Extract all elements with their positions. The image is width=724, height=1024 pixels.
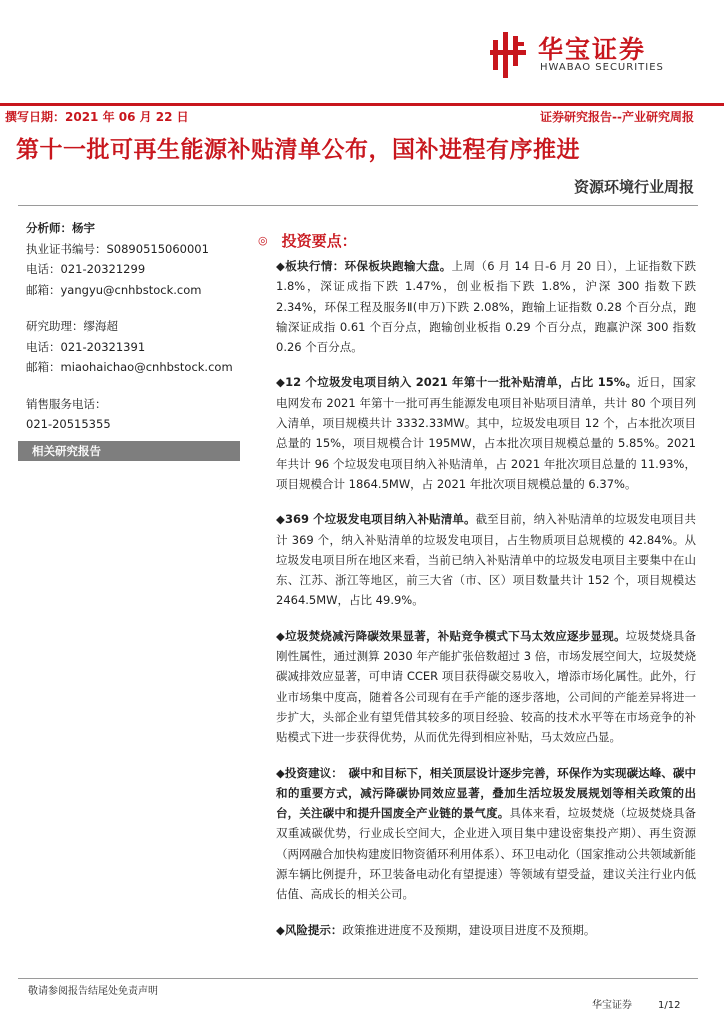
analyst-phone: 电话：021-20321299 <box>26 262 146 276</box>
assistant-name: 研究助理：缪海超 <box>26 319 118 333</box>
key-points-body <box>276 256 696 955</box>
key-points-heading <box>258 230 357 251</box>
logo-english-name: HWABAO SECURITIES <box>540 62 664 73</box>
point-incineration-lead: ◆垃圾焚烧减污降碳效果显著，补贴竞争模式下马太效应逐步显现。 <box>276 628 626 643</box>
assistant-email: 邮箱：miaohaichao@cnhbstock.com <box>26 360 233 374</box>
point-investment <box>276 763 696 905</box>
report-date: 撰写日期：2021 年 06 月 22 日 <box>5 110 189 124</box>
header-divider <box>0 103 724 106</box>
point-investment-body: 具体来看，垃圾焚烧（垃圾焚烧具备双重减碳优势，行业成长空间大，企业进入项目集中建设密集投产期）、再生资源（两网融合加快构建废旧物资循环利用体系）、环卫电动化（国家推动公共领域新能源车辆比例提升，环卫装备电动化有望提速）等领域有望受益，建议关注行业内低估值、高成长的相关公司。 <box>276 806 697 902</box>
report-subtitle: 资源环境行业周报 <box>573 178 694 196</box>
point-risk <box>276 920 696 940</box>
analyst-email: 邮箱：yangyu@cnhbstock.com <box>26 282 202 297</box>
target-icon: ◎ <box>258 234 268 247</box>
point-market-body: 上周（6 月 14 日-6 月 20 日），上证指数下跌 1.8%，深证成指下跌 1.47%，创业板指下跌 1.8%，沪深 300 指数下跌 2.34%，环保工程及服务Ⅱ(申万)下跌 2.08%，跑输上证指数 0.28 个百分点，跑输深证成指 0.61 个百分点，跑输创业板指 0.29 个百分点，跑赢沪深 300 指数 0.26 个百分点。 <box>276 259 697 355</box>
footer-company: 华宝证券 <box>592 1000 632 1011</box>
footer-disclaimer: 敬请参阅报告结尾处免责声明 <box>28 986 158 997</box>
point-investment-lead: ◆投资建议： 碳中和目标下，相关顶层设计逐步完善，环保作为实现碳达峰、碳中和的重要方式，减污降碳协同效应显著，叠加生活垃圾发展规划等相关政策的出台，关注碳中和提升国废全产业链的景气度。 <box>276 765 696 821</box>
hwabao-logo-icon <box>490 32 526 78</box>
point-market <box>276 256 696 357</box>
point-subsidy-total-body: 截至目前，纳入补贴清单的垃圾发电项目共计 369 个，纳入补贴清单的垃圾发电项目，占生物质项目总规模的 42.84%。从垃圾发电项目所在地区来看，当前已纳入补贴清单中的垃圾发电项目主要集中在山东、江苏、浙江等地区，前三大省（市、区）项目数量共计 152 个，项目规模达 2464.5MW，占比 49.9%。 <box>276 512 697 608</box>
report-title: 第十一批可再生能源补贴清单公布，国补进程有序推进 <box>16 136 580 163</box>
logo-chinese-name: 华宝证券 <box>538 35 647 64</box>
report-type: 证券研究报告--产业研究周报 <box>540 110 694 124</box>
footer-page-info <box>592 996 680 1011</box>
footer-divider <box>18 978 698 979</box>
point-subsidy-batch <box>276 372 696 494</box>
point-incineration <box>276 626 696 748</box>
title-divider <box>18 205 698 206</box>
related-reports-header <box>18 441 240 461</box>
point-risk-lead: ◆风险提示： <box>276 922 343 937</box>
point-risk-body: 政策推进进度不及预期，建设项目进度不及预期。 <box>342 922 596 937</box>
point-market-lead: ◆板块行情：环保板块跑输大盘。 <box>276 259 452 273</box>
sales-label: 销售服务电话： <box>26 396 107 411</box>
point-incineration-body: 垃圾焚烧具备刚性属性，通过测算 2030 年产能扩张倍数超过 3 倍，市场发展空间大，垃圾焚烧碳减排效应显著，可申请 CCER 项目获得碳交易收入，增添市场化属性。此外，行业市场集中度高，随着各公司现有在手产能的逐步落地，公司间的产能差异将进一步扩大，头部企业有望凭借其较多的项目经验、较高的技术水平等在市场竞争的补贴模式下进一步获得优势，从而优先得到相应补贴，马太效应凸显。 <box>276 628 697 745</box>
page-number: 1/12 <box>658 1000 681 1011</box>
point-subsidy-total-lead: ◆369 个垃圾发电项目纳入补贴清单。 <box>276 512 476 527</box>
point-subsidy-total <box>276 509 696 610</box>
sales-phone: 021-20515355 <box>26 417 111 431</box>
assistant-phone: 电话：021-20321391 <box>26 339 146 354</box>
key-points-title: 投资要点： <box>281 232 357 250</box>
point-subsidy-batch-lead: ◆12 个垃圾发电项目纳入 2021 年第十一批补贴清单，占比 15%。 <box>276 375 638 390</box>
analyst-sidebar <box>26 218 241 435</box>
point-subsidy-batch-body: 近日，国家电网发布 2021 年第十一批可再生能源发电项目补贴项目清单，共计 80 个项目列入清单，项目规模共计 3332.33MW。其中，垃圾发电项目 12 个，占本批次项目总量的 15%，项目规模合计 195MW，占本批次项目规模总量的 5.85%。2021 年共计 96 个垃圾发电项目纳入补贴清单，占 2021 年批次项目总量的 11.93%，项目规模合计 1864.5MW，占 2021 年批次项目规模总量的 6.37%。 <box>276 375 696 491</box>
analyst-name: 分析师：杨宇 <box>26 221 95 235</box>
related-reports-label: 相关研究报告 <box>32 444 101 458</box>
analyst-cert: 执业证书编号：S0890515060001 <box>26 241 209 256</box>
